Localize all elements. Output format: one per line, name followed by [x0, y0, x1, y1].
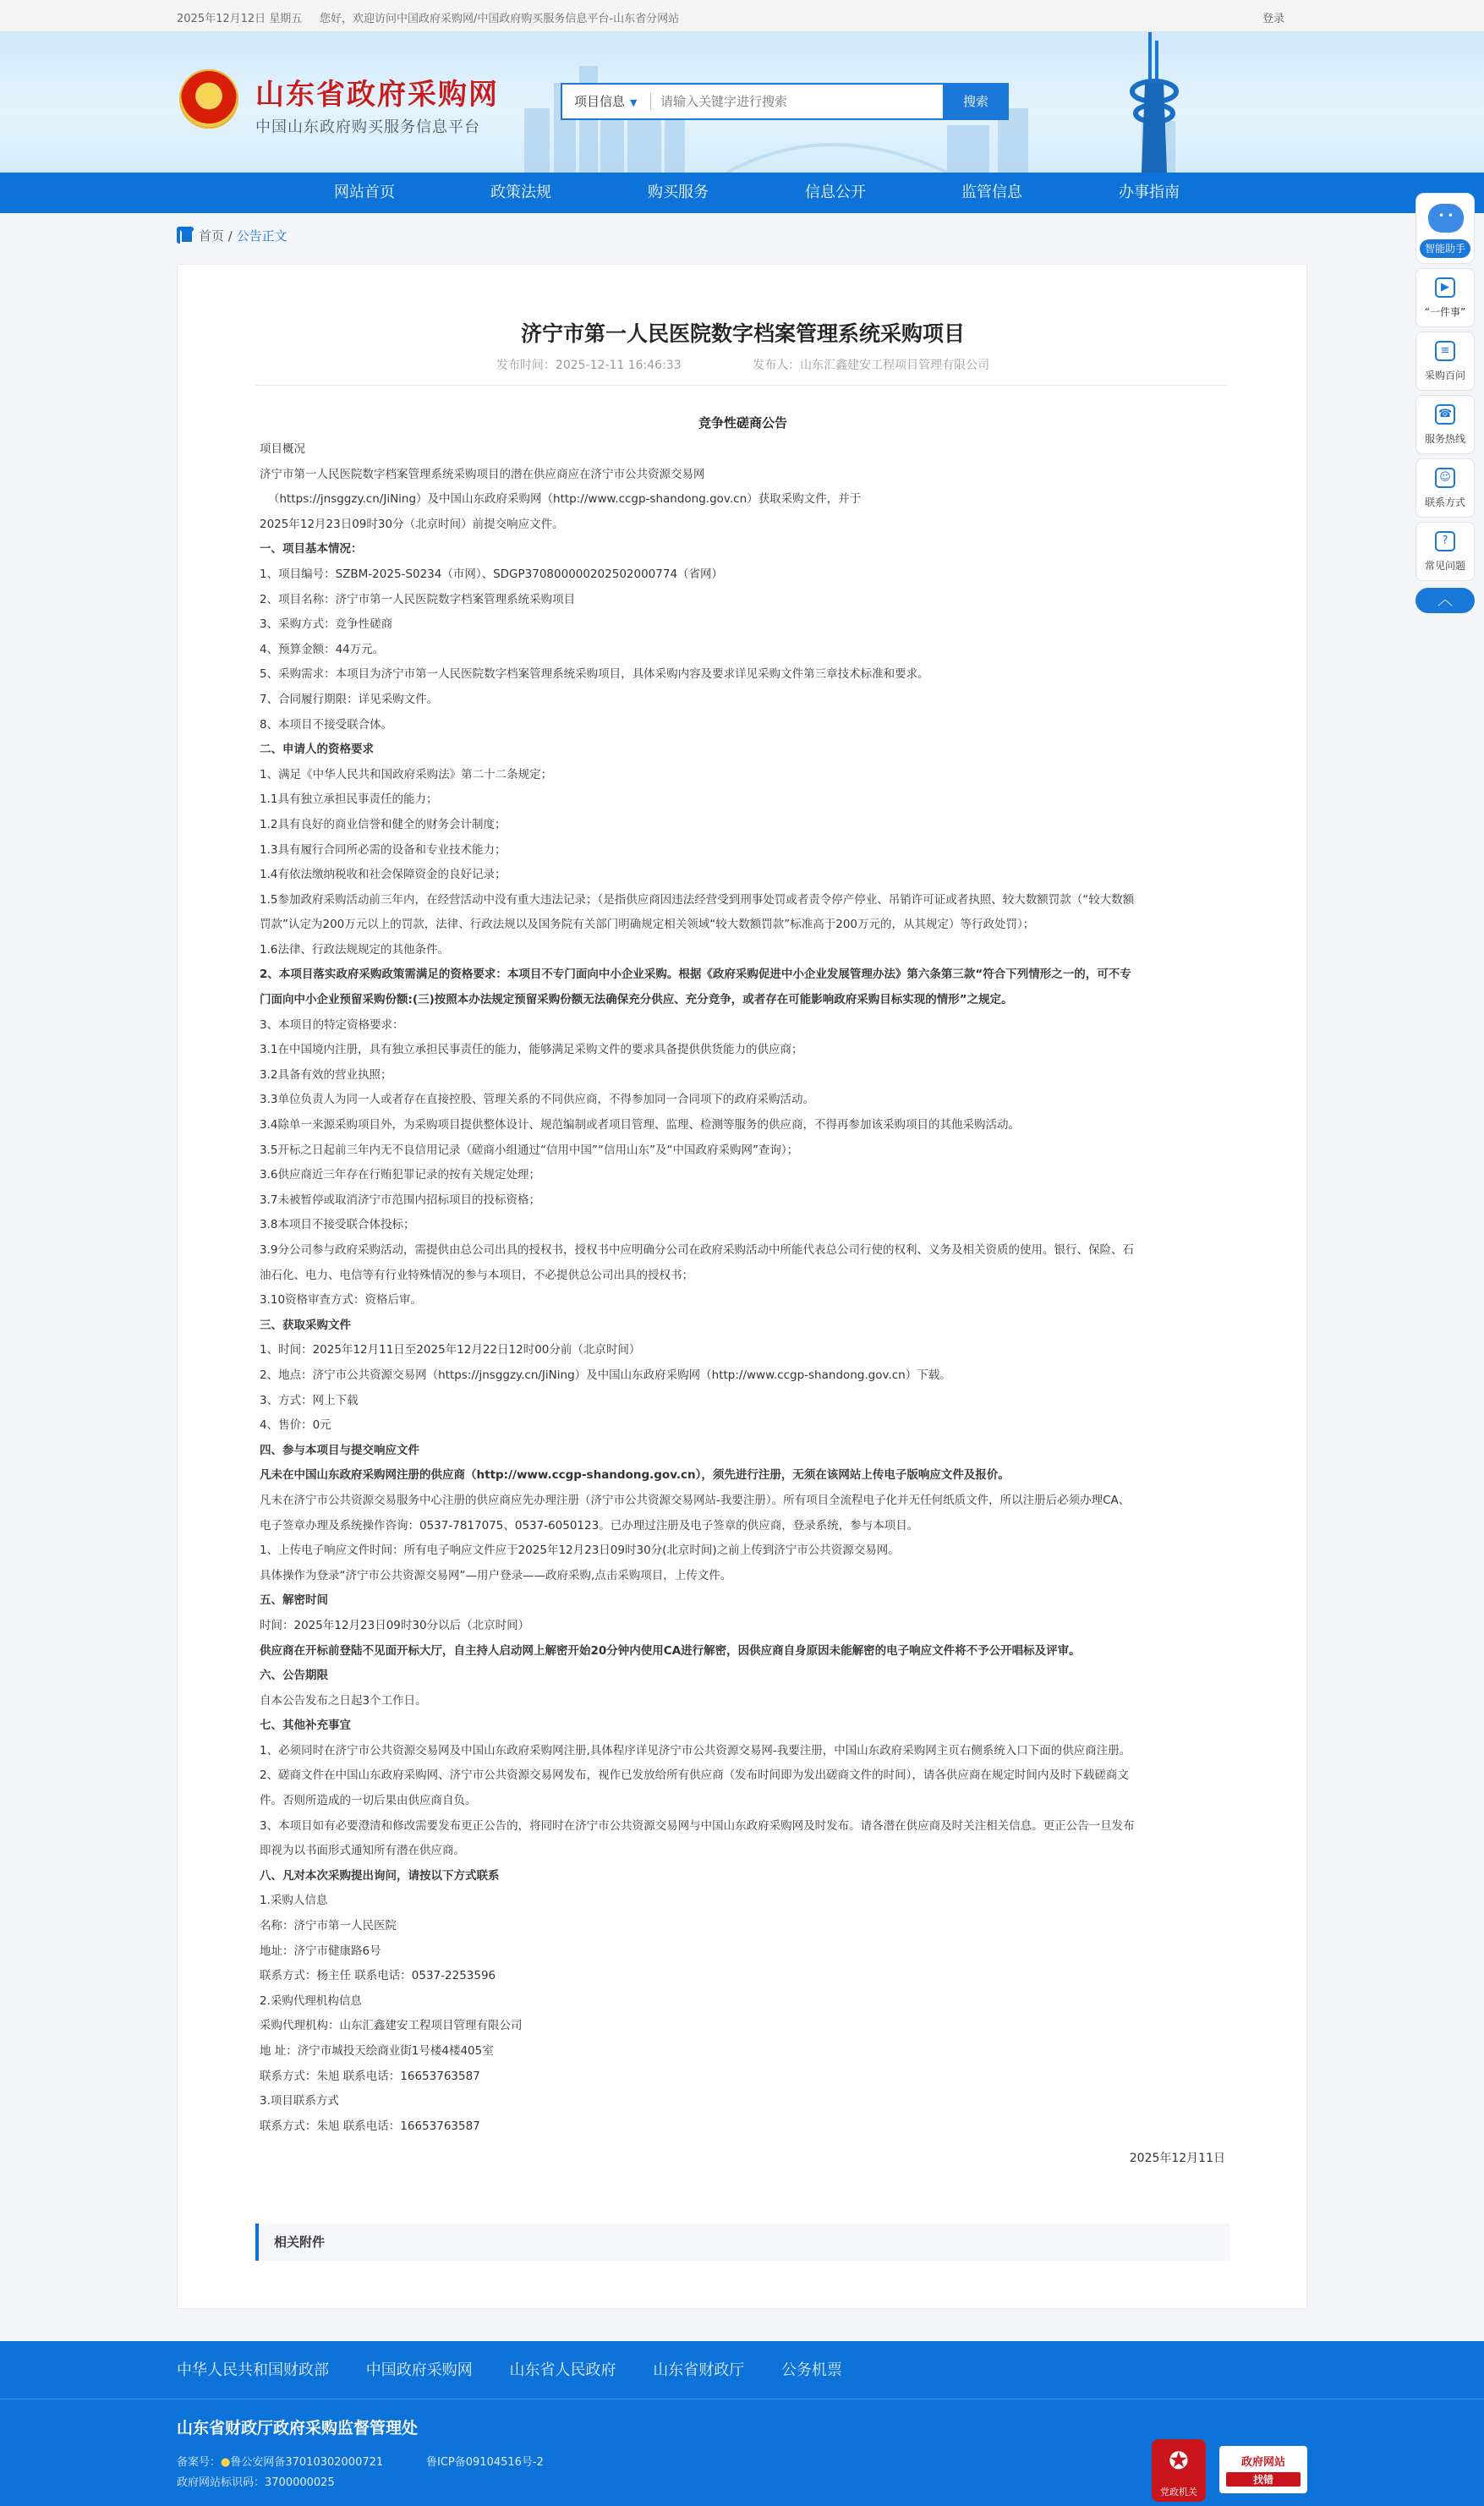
article-line: 联系方式：杨主任 联系电话：0537-2253596 — [260, 1969, 496, 1983]
article-line: 1.3具有履行合同所必需的设备和专业技术能力； — [260, 842, 507, 857]
top-bar — [0, 0, 1484, 32]
site-header — [0, 32, 1484, 173]
article-line: 件。否则所造成的一切后果由供应商自负。 — [260, 1794, 477, 1808]
site-id: 政府网站标识码：3700000025 — [177, 2476, 335, 2489]
article-line: 4、售价：0元 — [260, 1418, 331, 1433]
footer-link[interactable]: 山东省人民政府 — [509, 2361, 616, 2379]
search-category-select[interactable]: 项目信息 ▼ — [574, 94, 638, 109]
assistant-label: 智能助手 — [1420, 239, 1470, 258]
article-line: 油石化、电力、电信等有行业特殊情况的参与本项目，不必提供总公司出具的授权书； — [260, 1268, 693, 1282]
article-line: 7、合同履行期限：详见采购文件。 — [260, 692, 439, 706]
article-line: 1.2具有良好的商业信誉和健全的财务会计制度； — [260, 817, 507, 831]
article-line: 3、本项目的特定资格要求： — [260, 1017, 404, 1032]
article-line: 八、凡对本次采购提出询问，请按以下方式联系 — [260, 1868, 500, 1883]
article-line: 凡未在济宁市公共资源交易服务中心注册的供应商应先办理注册（济宁市公共资源交易网站-我要注册）。所有项目全流程电子化并无任何纸质文件，所以注册后必须办理CA、 — [260, 1493, 1131, 1507]
article-line: 1.4有依法缴纳税收和社会保障资金的良好记录； — [260, 868, 507, 882]
breadcrumb-home[interactable]: 首页 — [199, 228, 225, 244]
robot-icon — [1428, 204, 1464, 233]
back-to-top-button[interactable] — [1416, 588, 1475, 613]
article-line: 2、地点：济宁市公共资源交易网（https://jnsggzy.cn/JiNing）及中国山东政府采购网（http://www.ccgp-shandong.gov.cn）下载。 — [260, 1368, 951, 1382]
article-line: 3.7未被暂停或取消济宁市范围内招标项目的投标资格； — [260, 1193, 540, 1207]
play-icon: ▶ — [1435, 277, 1455, 298]
contact-icon: ☺ — [1435, 468, 1455, 488]
article-line: 七、其他补充事宜 — [260, 1719, 351, 1733]
article-line: 2、项目名称：济宁市第一人民医院数字档案管理系统采购项目 — [260, 592, 576, 606]
article-line: 联系方式：朱旭 联系电话：16653763587 — [260, 2069, 480, 2083]
article-line: 4、预算金额：44万元。 — [260, 642, 385, 656]
sidebar-label: 常见问题 — [1424, 560, 1465, 572]
publish-time: 发布时间：2025-12-11 16:46:33 — [496, 359, 682, 372]
footer-link[interactable]: 山东省财政厅 — [653, 2361, 745, 2379]
search-box — [561, 83, 1009, 120]
article-line: （https://jnsggzy.cn/JiNing）及中国山东政府采购网（http://www.ccgp-shandong.gov.cn）获取采购文件，并于 — [268, 492, 862, 507]
floating-sidebar — [1416, 193, 1475, 613]
article-line: 五、解密时间 — [260, 1593, 328, 1608]
article-line: 电子签章办理及系统操作咨询：0537-7817075、0537-6050123。已办理过注册及电子签章的供应商，登录系统，参与本项目。 — [260, 1518, 919, 1533]
article-line: 1、时间：2025年12月11日至2025年12月22日12时00分前（北京时间） — [260, 1343, 641, 1357]
question-icon: ? — [1435, 531, 1455, 551]
article-line: 8、本项目不接受联合体。 — [260, 717, 393, 732]
sidebar-item-hotline[interactable] — [1416, 395, 1475, 454]
article-body — [260, 437, 1240, 2139]
badge-label: 党政机关 — [1160, 2487, 1197, 2498]
article-line: 名称：济宁市第一人民医院 — [260, 1919, 397, 1933]
nav-item-guide[interactable]: 办事指南 — [1119, 184, 1180, 201]
search-button[interactable]: 搜索 — [943, 83, 1009, 120]
sidebar-label: “一件事” — [1424, 306, 1466, 318]
sidebar-item-questions[interactable] — [1416, 522, 1475, 581]
icp-record[interactable]: 鲁ICP备09104516号-2 — [426, 2456, 544, 2469]
welcome-text: 您好，欢迎访问中国政府采购网/中国政府购买服务信息平台-山东省分网站 — [320, 13, 680, 25]
sign-date: 2025年12月11日 — [1129, 2152, 1225, 2165]
nav-item-disclosure[interactable]: 信息公开 — [805, 184, 866, 201]
article-line: 3.6供应商近三年存在行贿犯罪记录的按有关规定处理； — [260, 1168, 540, 1182]
article-title: 济宁市第一人民医院数字档案管理系统采购项目 — [520, 321, 965, 346]
national-emblem-icon — [179, 69, 238, 129]
article-line: 时间：2025年12月23日09时30分以后（北京时间） — [260, 1618, 530, 1632]
site-title: 山东省政府采购网 — [255, 78, 499, 112]
article-line: 3.项目联系方式 — [260, 2094, 339, 2108]
home-icon — [177, 227, 194, 244]
article-line: 1.采购人信息 — [260, 1894, 328, 1908]
article-line: 2.采购代理机构信息 — [260, 1993, 362, 2008]
phone-icon: ☎ — [1435, 404, 1455, 425]
footer-link[interactable]: 公务机票 — [780, 2361, 842, 2379]
publisher: 发布人：山东汇鑫建安工程项目管理有限公司 — [753, 359, 990, 372]
article-line: 一、项目基本情况： — [260, 542, 363, 557]
document-icon: ≡ — [1435, 341, 1455, 361]
article-line: 2、本项目落实政府采购政策需满足的资格要求：本项目不专门面向中小企业采购。根据《政府采购促进中小企业发展管理办法》第六条第三款“符合下列情形之一的，可不专 — [260, 968, 1131, 982]
article-line: 3.8本项目不接受联合体投标； — [260, 1218, 415, 1232]
article-line: 济宁市第一人民医院数字档案管理系统采购项目的潜在供应商应在济宁市公共资源交易网 — [260, 467, 705, 481]
search-divider — [650, 93, 651, 110]
gov-agency-badge[interactable] — [1152, 2439, 1206, 2502]
article-line: 具体操作为登录“济宁市公共资源交易网”—用户登录——政府采购,点击采购项目，上传文件。 — [260, 1568, 732, 1582]
article-line: 1、必须同时在济宁市公共资源交易网及中国山东政府采购网注册,具体程序详见济宁市公共资源交易网-我要注册，中国山东政府采购网主页右侧系统入口下面的供应商注册。 — [260, 1743, 1131, 1757]
article-line: 3.1在中国境内注册，具有独立承担民事责任的能力，能够满足采购文件的要求具备提供供货能力的供应商； — [260, 1043, 803, 1057]
article-line: 1、满足《中华人民共和国政府采购法》第二十二条规定； — [260, 767, 553, 781]
article-line: 3.2具备有效的营业执照； — [260, 1067, 392, 1082]
search-input[interactable] — [660, 90, 906, 113]
article-line: 门面向中小企业预留采购份额:(三)按照本办法规定预留采购份额无法确保充分供应、充分竞争，或者存在可能影响政府采购目标实现的情形”之规定。 — [260, 993, 1013, 1007]
footer-link[interactable]: 中国政府采购网 — [365, 2361, 473, 2379]
article-line: 四、参与本项目与提交响应文件 — [260, 1443, 419, 1457]
report-error-badge[interactable] — [1219, 2446, 1307, 2493]
current-date: 2025年12月12日 星期五 — [177, 13, 303, 25]
article-line: 采购代理机构：山东汇鑫建安工程项目管理有限公司 — [260, 2019, 523, 2033]
article-line: 3、方式：网上下载 — [260, 1393, 359, 1407]
article-line: 地 址：济宁市城投天绘商业街1号楼4楼405室 — [260, 2044, 494, 2058]
notice-title: 竞争性磋商公告 — [698, 415, 787, 430]
attachments-section: 相关附件 — [255, 2224, 1229, 2261]
assistant-button[interactable] — [1416, 193, 1475, 264]
badge-sub: 找错 — [1226, 2472, 1301, 2487]
sidebar-item-faq-book[interactable] — [1416, 332, 1475, 391]
login-link[interactable]: 登录 — [1262, 13, 1285, 25]
article-line: 2、磋商文件在中国山东政府采购网、济宁市公共资源交易网发布，视作已发放给所有供应商（发布时间即为发出磋商文件的时间），请各供应商在规定时间内及时下载磋商文 — [260, 1768, 1129, 1783]
article-line: 3.9分公司参与政府采购活动，需提供由总公司出具的授权书，授权书中应明确分公司在政府采购活动中所能代表总公司行使的权利、义务及相关资质的使用。银行、保险、石 — [260, 1243, 1134, 1257]
article-line: 即视为以书面形式通知所有潜在供应商。 — [260, 1844, 465, 1858]
nav-item-policy[interactable]: 政策法规 — [490, 184, 551, 201]
article-line: 项目概况 — [260, 442, 305, 456]
sidebar-label: 联系方式 — [1424, 496, 1465, 508]
article-line: 1.6法律、行政法规规定的其他条件。 — [260, 942, 449, 957]
article-line: 3、采购方式：竞争性磋商 — [260, 617, 393, 632]
article-line: 凡未在中国山东政府采购网注册的供应商（http://www.ccgp-shandong.gov.cn），须先进行注册，无须在该网站上传电子版响应文件及报价。 — [260, 1468, 1010, 1483]
article-line: 1.1具有独立承担民事责任的能力； — [260, 792, 438, 807]
article-line: 3、本项目如有必要澄清和修改需要发布更正公告的，将同时在济宁市公共资源交易网与中国山东政府采购网及时发布。请各潜在供应商及时关注相关信息。更正公告一旦发布 — [260, 1818, 1135, 1833]
sidebar-label: 采购百问 — [1424, 370, 1465, 381]
sidebar-item-one-thing[interactable] — [1416, 268, 1475, 327]
article-line: 供应商在开标前登陆不见面开标大厅，自主持人启动网上解密开始20分钟内使用CA进行解密，因供应商自身原因未能解密的电子响应文件将不予公开唱标及评审。 — [260, 1643, 1081, 1658]
article-line: 自本公告发布之日起3个工作日。 — [260, 1693, 427, 1708]
breadcrumb-current: 公告正文 — [236, 228, 287, 244]
nav-item-services[interactable]: 购买服务 — [648, 184, 709, 201]
footer-link[interactable]: 中华人民共和国财政部 — [177, 2361, 329, 2379]
site-footer — [0, 2341, 1484, 2506]
sidebar-label: 服务热线 — [1424, 433, 1465, 445]
nav-item-home[interactable]: 网站首页 — [334, 184, 395, 201]
chevron-up-icon: ︿ — [1437, 591, 1453, 609]
footer-links — [177, 2358, 874, 2380]
article-line: 1、上传电子响应文件时间：所有电子响应文件应于2025年12月23日09时30分(北京时间)之前上传到济宁市公共资源交易网。 — [260, 1544, 900, 1558]
police-record[interactable]: 鲁公安网备37010302000721 — [230, 2456, 384, 2469]
article-line: 1、项目编号：SZBM-2025-S0234（市网）、SDGP370800000202502000774（省网） — [260, 567, 724, 581]
article-line: 六、公告期限 — [260, 1669, 328, 1683]
article-line: 3.3单位负责人为同一人或者存在直接控股、管理关系的不同供应商，不得参加同一合同项下的政府采购活动。 — [260, 1093, 814, 1107]
chevron-down-icon: ▼ — [630, 97, 638, 108]
article-line: 5、采购需求：本项目为济宁市第一人民医院数字档案管理系统采购项目，具体采购内容及要求详见采购文件第三章技术标准和要求。 — [260, 667, 929, 682]
footer-records — [177, 2453, 544, 2493]
meta-divider — [255, 385, 1228, 386]
article-line: 3.10资格审查方式：资格后审。 — [260, 1293, 423, 1308]
article-line: 3.5开标之日起前三年内无不良信用记录（磋商小组通过“信用中国”“信用山东”及“中国政府采购网”查询）； — [260, 1143, 799, 1157]
main-nav — [0, 173, 1484, 213]
article-meta — [178, 356, 1308, 373]
footer-org: 山东省财政厅政府采购监督管理处 — [177, 2419, 419, 2437]
record-label: 备案号： — [177, 2456, 222, 2469]
party-emblem-icon: ✪ — [1169, 2447, 1189, 2475]
article-line: 地址：济宁市健康路6号 — [260, 1944, 381, 1958]
article-line: 二、申请人的资格要求 — [260, 743, 374, 757]
article-line: 罚款”认定为200万元以上的罚款，法律、行政法规以及国务院有关部门明确规定相关领域“较大数额罚款”标准高于200万元的，从其规定）等行政处罚）； — [260, 918, 1035, 932]
police-badge-icon: ● — [221, 2456, 231, 2469]
article-line: 1.5参加政府采购活动前三年内，在经营活动中没有重大违法记录；（是指供应商因违法经营受到刑事处罚或者责令停产停业、吊销许可证或者执照、较大数额罚款（“较大数额 — [260, 892, 1135, 907]
article-line: 联系方式：朱旭 联系电话：16653763587 — [260, 2119, 480, 2133]
article-line: 3.4除单一来源采购项目外，为采购项目提供整体设计、规范编制或者项目管理、监理、检测等服务的供应商，不得再参加该采购项目的其他采购活动。 — [260, 1118, 1020, 1132]
badge-title: 政府网站 — [1240, 2456, 1285, 2469]
article-line: 三、获取采购文件 — [260, 1318, 351, 1332]
site-subtitle: 中国山东政府购买服务信息平台 — [255, 118, 480, 136]
article-line: 2025年12月23日09时30分（北京时间）前提交响应文件。 — [260, 517, 564, 531]
tower-landmark-icon — [1116, 32, 1192, 173]
breadcrumb — [177, 227, 287, 244]
nav-item-supervision[interactable]: 监管信息 — [961, 184, 1022, 201]
sidebar-item-contact[interactable] — [1416, 458, 1475, 518]
article-card — [177, 264, 1307, 2309]
breadcrumb-separator: / — [227, 228, 233, 244]
